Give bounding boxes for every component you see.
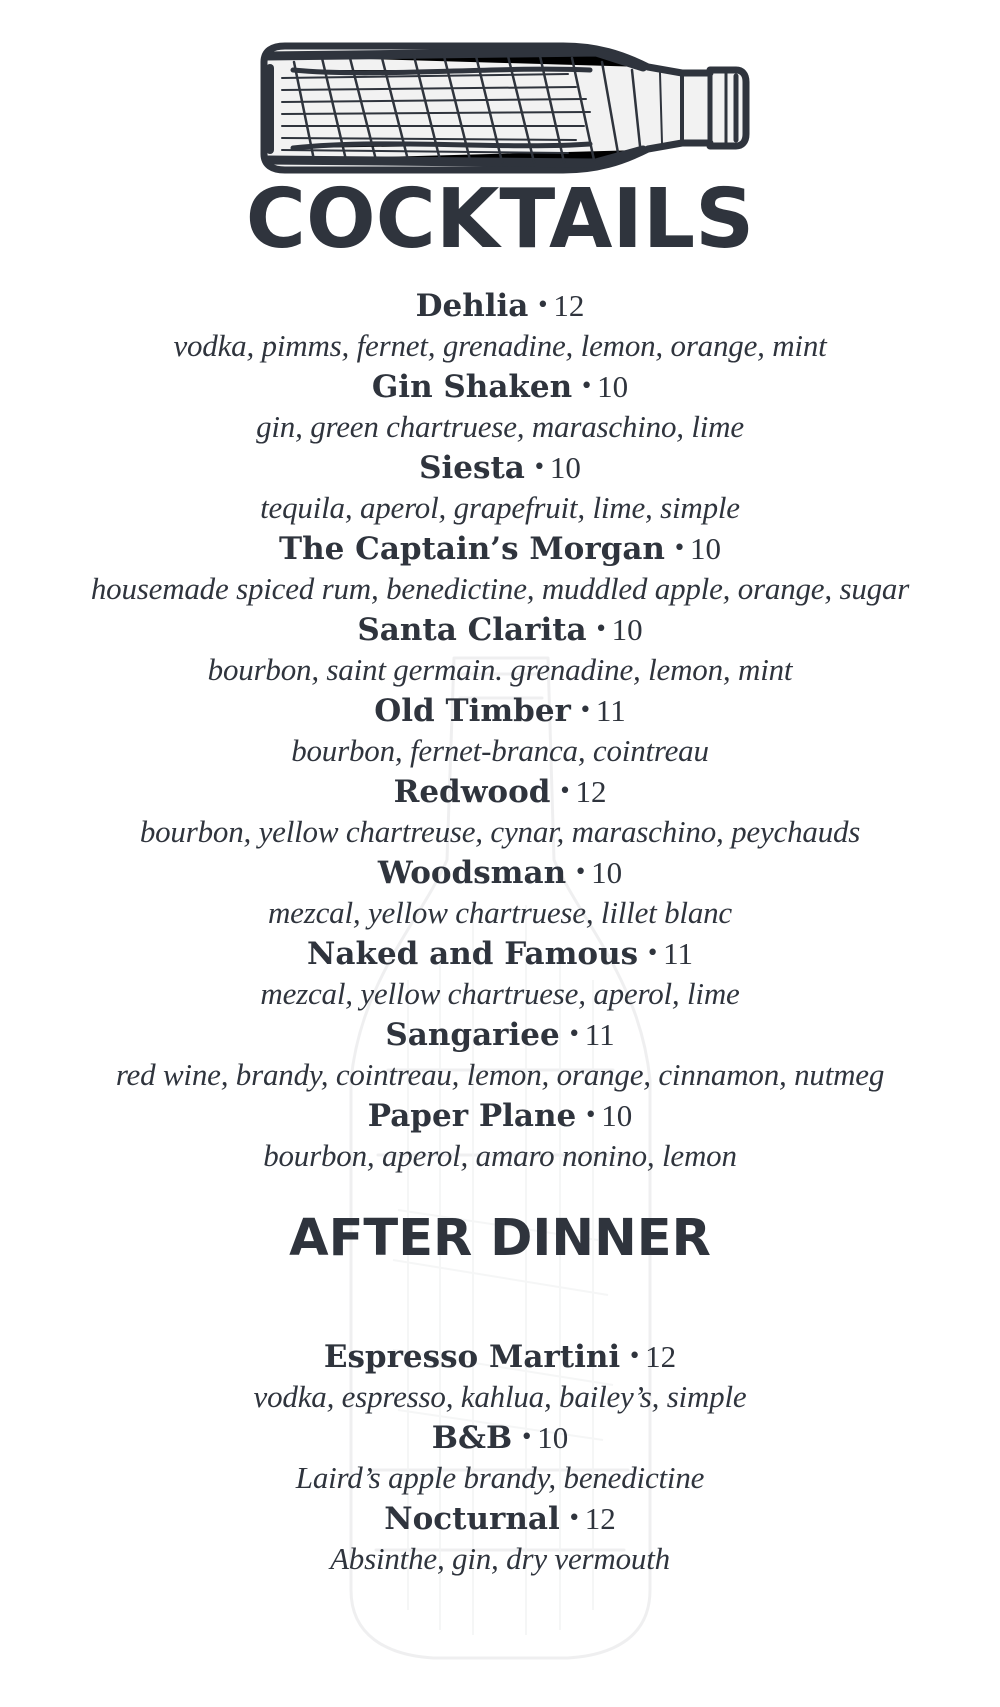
drink-name: B&B xyxy=(431,1420,513,1456)
drink-name: Santa Clarita xyxy=(357,612,587,648)
drink-heading xyxy=(0,1015,1000,1054)
cocktail-item-redwood xyxy=(0,772,1000,853)
price-separator: • xyxy=(520,1425,534,1450)
drink-name: Siesta xyxy=(419,450,525,486)
drink-price: 12 xyxy=(645,1339,677,1374)
drink-description: Absinthe, gin, dry vermouth xyxy=(330,1541,670,1576)
drink-heading xyxy=(0,1337,1000,1376)
cocktails-heading: COCKTAILS xyxy=(245,172,755,267)
drink-heading xyxy=(0,1499,1000,1538)
drink-price: 10 xyxy=(611,612,643,647)
price-separator: • xyxy=(536,293,550,318)
drink-description: vodka, espresso, kahlua, bailey’s, simple xyxy=(253,1379,747,1414)
drink-heading xyxy=(0,448,1000,487)
drink-heading xyxy=(0,853,1000,892)
cocktail-item-dehlia xyxy=(0,286,1000,367)
drink-description: tequila, aperol, grapefruit, lime, simple xyxy=(260,490,740,525)
drink-heading xyxy=(0,286,1000,325)
cocktail-list xyxy=(0,286,1000,1177)
drink-name: Naked and Famous xyxy=(307,936,639,972)
drink-name: Gin Shaken xyxy=(371,369,573,405)
drink-heading xyxy=(0,1418,1000,1457)
price-separator: • xyxy=(578,698,592,723)
cocktail-item-siesta xyxy=(0,448,1000,529)
drink-description: bourbon, aperol, amaro nonino, lemon xyxy=(263,1138,737,1173)
drink-price: 10 xyxy=(689,531,721,566)
drink-name: Old Timber xyxy=(374,693,571,729)
drink-name: Redwood xyxy=(393,774,551,810)
drink-description: gin, green chartruese, maraschino, lime xyxy=(256,409,744,444)
price-separator: • xyxy=(672,536,686,561)
drink-description: bourbon, saint germain. grenadine, lemon, mint xyxy=(207,652,793,687)
price-separator: • xyxy=(574,860,588,885)
after-dinner-heading: AFTER DINNER xyxy=(289,1209,711,1268)
after-dinner-item-espresso-martini xyxy=(0,1337,1000,1418)
drink-price: 10 xyxy=(549,450,581,485)
bottle-illustration-icon xyxy=(258,42,750,174)
drink-price: 11 xyxy=(584,1017,615,1052)
after-dinner-item-bandb xyxy=(0,1418,1000,1499)
price-separator: • xyxy=(532,455,546,480)
drink-name: Paper Plane xyxy=(367,1098,577,1134)
drink-description: Laird’s apple brandy, benedictine xyxy=(295,1460,705,1495)
drink-description: mezcal, yellow chartruese, lillet blanc xyxy=(268,895,732,930)
after-dinner-list xyxy=(0,1337,1000,1580)
drink-description: bourbon, fernet-branca, cointreau xyxy=(291,733,709,768)
price-separator: • xyxy=(558,779,572,804)
cocktail-item-santa-clarita xyxy=(0,610,1000,691)
drink-heading xyxy=(0,772,1000,811)
drink-price: 11 xyxy=(595,693,626,728)
drink-heading xyxy=(0,529,1000,568)
drink-price: 10 xyxy=(591,855,623,890)
drink-description: mezcal, yellow chartruese, aperol, lime xyxy=(260,976,740,1011)
drink-heading xyxy=(0,934,1000,973)
drink-description: vodka, pimms, fernet, grenadine, lemon, orange, mint xyxy=(173,328,827,363)
drink-name: Nocturnal xyxy=(384,1501,560,1537)
price-separator: • xyxy=(594,617,608,642)
cocktail-item-paper-plane xyxy=(0,1096,1000,1177)
drink-description: red wine, brandy, cointreau, lemon, orange, cinnamon, nutmeg xyxy=(115,1057,885,1092)
drink-name: Woodsman xyxy=(377,855,567,891)
drink-heading xyxy=(0,691,1000,730)
cocktail-item-naked-and-famous xyxy=(0,934,1000,1015)
drink-price: 11 xyxy=(663,936,693,971)
price-separator: • xyxy=(567,1506,581,1531)
drink-price: 10 xyxy=(601,1098,633,1133)
price-separator: • xyxy=(567,1022,581,1047)
drink-heading xyxy=(0,1096,1000,1135)
drink-price: 10 xyxy=(537,1420,569,1455)
price-separator: • xyxy=(580,374,594,399)
drink-price: 12 xyxy=(553,288,585,323)
drink-price: 12 xyxy=(584,1501,616,1536)
after-dinner-item-nocturnal xyxy=(0,1499,1000,1580)
drink-heading xyxy=(0,367,1000,406)
drink-description: housemade spiced rum, benedictine, muddled apple, orange, sugar xyxy=(90,571,910,606)
cocktail-item-sangariee xyxy=(0,1015,1000,1096)
cocktail-item-old-timber xyxy=(0,691,1000,772)
cocktail-item-gin-shaken xyxy=(0,367,1000,448)
drink-heading xyxy=(0,610,1000,649)
cocktail-item-the-captains-morgan xyxy=(0,529,1000,610)
drink-name: The Captain’s Morgan xyxy=(279,531,665,567)
cocktail-item-woodsman xyxy=(0,853,1000,934)
price-separator: • xyxy=(628,1344,642,1369)
drink-name: Sangariee xyxy=(385,1017,560,1053)
drink-price: 10 xyxy=(597,369,629,404)
drink-name: Espresso Martini xyxy=(323,1339,621,1375)
price-separator: • xyxy=(584,1103,598,1128)
drink-description: bourbon, yellow chartreuse, cynar, maraschino, peychauds xyxy=(139,814,861,849)
price-separator: • xyxy=(646,941,660,966)
drink-price: 12 xyxy=(575,774,607,809)
drink-name: Dehlia xyxy=(415,288,529,324)
